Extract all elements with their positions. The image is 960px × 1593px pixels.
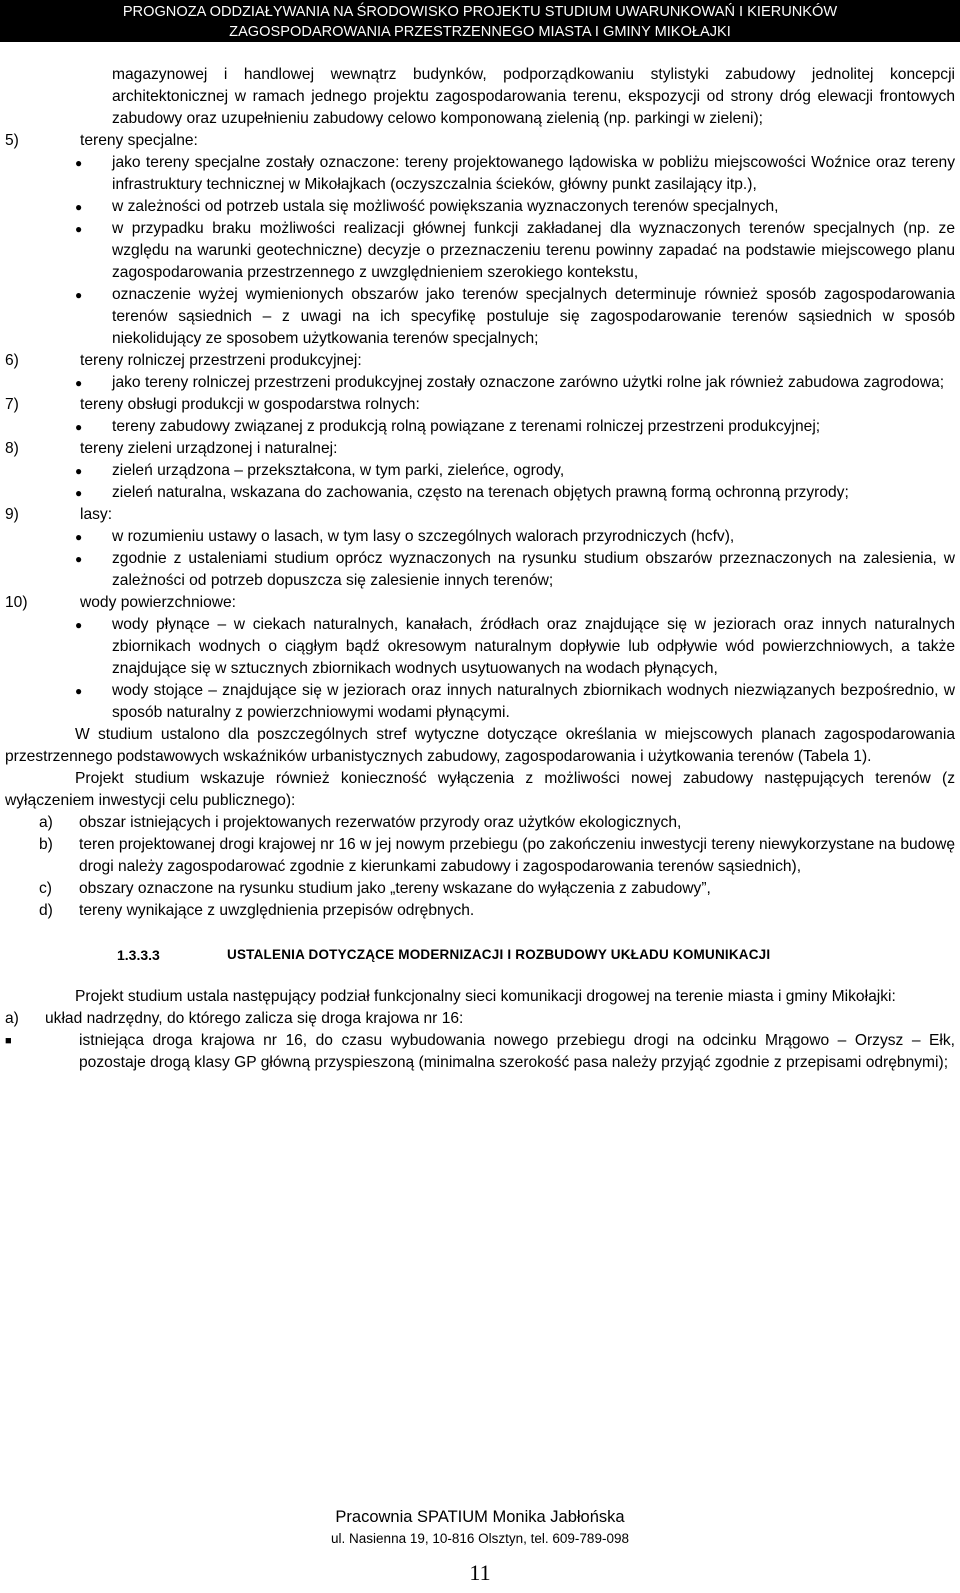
exclusion-letter: b): [39, 836, 53, 853]
bullet-item: [75, 460, 955, 482]
bullet-item: [75, 218, 955, 284]
category-title: tereny specjalne:: [80, 132, 198, 149]
category-item: [5, 438, 955, 460]
category-number: 10): [5, 594, 28, 611]
bullet-icon: ●: [75, 222, 83, 236]
road-subsection-a-text: układ nadrzędny, do którego zalicza się droga krajowa nr 16:: [45, 1010, 464, 1027]
bullet-text: wody stojące – znajdujące się w jeziorach oraz innych naturalnych zbiornikach wodnych niezwiązanych bezpośrednio, w sposób naturalny z powierzchniowymi wodami płynącymi.: [112, 682, 955, 721]
bullet-text: jako tereny rolniczej przestrzeni produkcyjnej zostały oznaczone zarówno użytki rolne jak również zabudowa zagrodowa;: [112, 374, 945, 391]
bullet-icon: ●: [75, 530, 83, 544]
intro-paragraph: magazynowej i handlowej wewnątrz budynków, podporządkowaniu stylistyki zabudowy jednolitej koncepcji architektonicznej w ramach jednego projektu zagospodarowania terenu, ekspozycji od strony dróg elewacji frontowych zabudowy oraz uzupełnieniu zabudowy celowo komponowaną zielenią (np. parkingi w zieleni);: [112, 66, 955, 127]
category-title: tereny obsługi produkcji w gospodarstwa rolnych:: [80, 396, 420, 413]
bullet-text: wody płynące – w ciekach naturalnych, kanałach, źródłach oraz znajdujące się w jeziorach oraz innych naturalnych zbiornikach wodnych o ciągłym bądź okresowym naturalnym dopływie lub odpływie wód powierzchniowych, a także znajdujące się w sztucznych zbiornikach wodnych usytuowanych na wodach płynących,: [112, 616, 955, 677]
road-subsection-a-number: a): [5, 1010, 19, 1027]
bullet-text: oznaczenie wyżej wymienionych obszarów jako terenów specjalnych determinuje również sposób zagospodarowania terenów sąsiednich – z uwagi na ich specyfikę postuluje się zagospodarowanie terenów sąsiednich w sposób niekolidujący ze sposobem użytkowania terenów specjalnych;: [112, 286, 955, 347]
paragraph-exclusions: Projekt studium wskazuje również konieczność wyłączenia z możliwości nowej zabudowy następujących terenów (z wyłączeniem inwestycji celu publicznego):: [5, 770, 955, 809]
bullet-icon: ●: [75, 684, 83, 698]
document-body: [5, 64, 955, 1074]
category-list: [5, 130, 955, 724]
bullet-item: [75, 284, 955, 350]
bullet-icon: ●: [75, 618, 83, 632]
exclusion-item: [39, 812, 955, 834]
bullet-text: w przypadku braku możliwości realizacji głównej funkcji zakładanej dla wyznaczonych terenów specjalnych (np. ze względu na warunki geotechniczne) decyzje o przeznaczeniu terenu powinny zapadać na podstawie miejscowego planu zagospodarowania przestrzennego z uwzględnieniem szerokiego kontekstu,: [112, 220, 955, 281]
bullet-text: zieleń naturalna, wskazana do zachowania, często na terenach objętych prawną formą ochronną przyrody;: [112, 484, 849, 501]
bullet-item: [75, 526, 955, 548]
category-title: tereny rolniczej przestrzeni produkcyjnej:: [80, 352, 362, 369]
section-number: 1.3.3.3: [117, 947, 160, 963]
category-item: [5, 350, 955, 372]
category-number: 6): [5, 352, 19, 369]
header-line-2: ZAGOSPODAROWANIA PRZESTRZENNEGO MIASTA I GMINY MIKOŁAJKI: [229, 24, 731, 40]
bullet-icon: ●: [75, 156, 83, 170]
exclusion-text: obszar istniejących i projektowanych rezerwatów przyrody oraz użytków ekologicznych,: [79, 814, 682, 831]
category-title: wody powierzchniowe:: [80, 594, 237, 611]
section-title: USTALENIA DOTYCZĄCE MODERNIZACJI I ROZBUDOWY UKŁADU KOMUNIKACJI: [227, 947, 771, 962]
bullet-item: [75, 196, 955, 218]
exclusion-letter: c): [39, 880, 52, 897]
category-item: [5, 130, 955, 152]
paragraph-indicators: W studium ustalono dla poszczególnych stref wytyczne dotyczące określania w miejscowych planach zagospodarowania przestrzennego podstawowych wskaźników urbanistycznych zabudowy, zagospodarowania i użytkowania terenów (Tabela 1).: [5, 726, 955, 765]
category-item: [5, 394, 955, 416]
bullet-item: [75, 372, 955, 394]
exclusion-text: tereny wynikające z uwzględnienia przepisów odrębnych.: [79, 902, 475, 919]
header-line-1: PROGNOZA ODDZIAŁYWANIA NA ŚRODOWISKO PROJEKTU STUDIUM UWARUNKOWAŃ I KIERUNKÓW: [122, 4, 838, 20]
bullet-text: zieleń urządzona – przekształcona, w tym parki, zieleńce, ogrody,: [112, 462, 565, 479]
bullet-item: [75, 548, 955, 592]
exclusion-letter: d): [39, 902, 53, 919]
exclusion-item: [39, 834, 955, 878]
bullet-text: w zależności od potrzeb ustala się możliwość powiększania wyznaczonych terenów specjalnych,: [112, 198, 779, 215]
exclusion-text: obszary oznaczone na rysunku studium jako „tereny wskazane do wyłączenia z zabudowy”,: [79, 880, 711, 897]
category-number: 7): [5, 396, 19, 413]
category-number: 8): [5, 440, 19, 457]
road-subsection-a: [5, 1008, 955, 1030]
bullet-item: [75, 416, 955, 438]
exclusion-text: teren projektowanej drogi krajowej nr 16 w jej nowym przebiegu (po zakończeniu inwestycji tereny niewykorzystane na budowę drogi należy zagospodarować zgodnie z kierunkami zabudowy i zagospodarowania terenów sąsiednich),: [79, 836, 955, 875]
exclusion-letter: a): [39, 814, 53, 831]
bullet-text: w rozumieniu ustawy o lasach, w tym lasy o szczególnych walorach przyrodniczych (hcfv),: [112, 528, 735, 545]
bullet-icon: ●: [75, 376, 83, 390]
category-title: lasy:: [80, 506, 113, 523]
category-number: 9): [5, 506, 19, 523]
paragraph-road-network: Projekt studium ustala następujący podział funkcjonalny sieci komunikacji drogowej na terenie miasta i gminy Mikołajki:: [75, 988, 896, 1005]
bullet-item: [75, 482, 955, 504]
road-subsection-a-item-text: istniejąca droga krajowa nr 16, do czasu wybudowania nowego przebiegu drogi na odcinku Mrągowo – Orzysz – Ełk, pozostaje drogą klasy GP główną przyspieszoną (minimalna szerokość pasa należy przyjąć zgodnie z przepisami odrębnymi);: [79, 1032, 955, 1071]
exclusion-item: [39, 878, 955, 900]
category-item: [5, 592, 955, 614]
footer-address: ul. Nasienna 19, 10-816 Olsztyn, tel. 609-789-098: [331, 1531, 629, 1546]
exclusion-item: [39, 900, 955, 922]
category-item: [5, 504, 955, 526]
bullet-text: zgodnie z ustaleniami studium oprócz wyznaczonych na rysunku studium obszarów przeznaczonych na zalesienia, w zależności od potrzeb dopuszcza się zalesienie innych terenów;: [112, 550, 955, 589]
bullet-icon: ●: [75, 420, 83, 434]
section-heading: [5, 944, 955, 966]
footer-company: Pracownia SPATIUM Monika Jabłońska: [335, 1508, 625, 1526]
bullet-icon: ●: [75, 288, 83, 302]
bullet-icon: ●: [75, 200, 83, 214]
bullet-icon: ●: [75, 464, 83, 478]
road-subsection-a-item: [5, 1030, 955, 1074]
bullet-text: tereny zabudowy związanej z produkcją rolną powiązane z terenami rolniczej przestrzeni produkcyjnej;: [112, 418, 821, 435]
bullet-text: jako tereny specjalne zostały oznaczone: tereny projektowanego lądowiska w pobliżu miejscowości Woźnice oraz tereny infrastruktury technicznej w Mikołajkach (oczyszczalnia ścieków, główny punkt zasilający itp.),: [112, 154, 955, 193]
category-title: tereny zieleni urządzonej i naturalnej:: [80, 440, 338, 457]
page-number: 11: [469, 1560, 491, 1585]
bullet-item: [75, 680, 955, 724]
bullet-item: [75, 152, 955, 196]
bullet-icon: ●: [75, 486, 83, 500]
bullet-icon: ●: [75, 552, 83, 566]
category-number: 5): [5, 132, 19, 149]
square-bullet-icon: ■: [5, 1035, 12, 1047]
page-header: [0, 0, 960, 42]
bullet-item: [75, 614, 955, 680]
exclusion-list: [5, 812, 955, 922]
